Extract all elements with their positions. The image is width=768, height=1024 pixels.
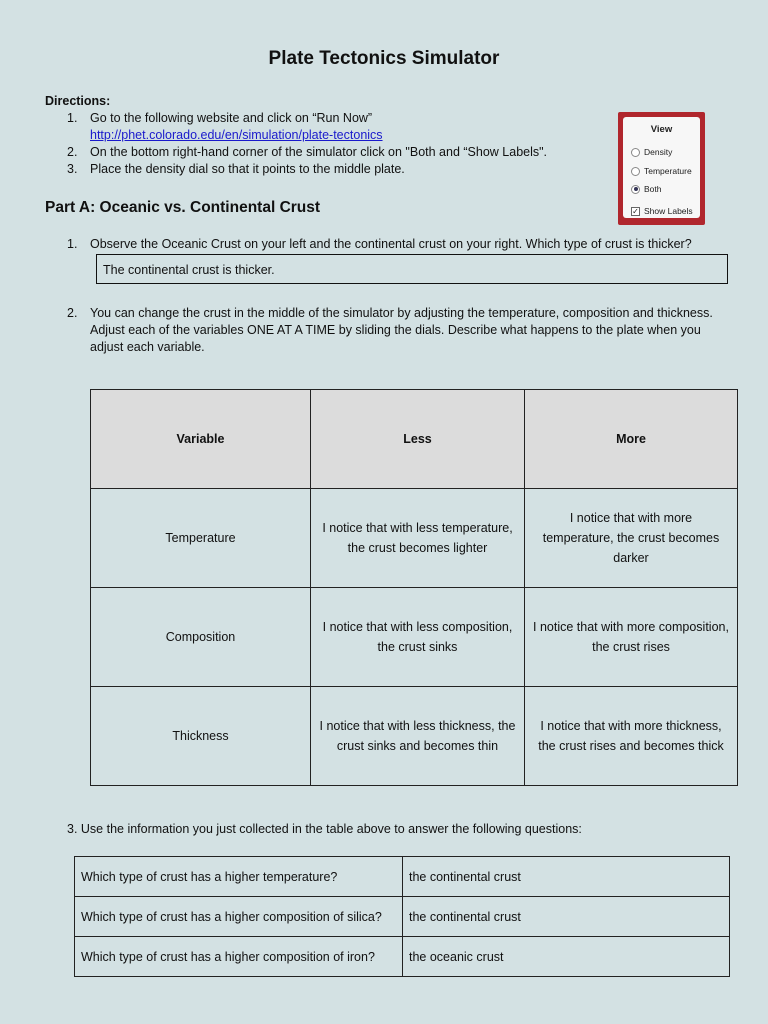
table-row [91, 489, 738, 588]
table-row [91, 687, 738, 786]
question-cell: Which type of crust has a higher composition of silica? [75, 897, 403, 937]
list-text: Place the density dial so that it points to the middle plate. [90, 162, 405, 176]
list-text: Go to the following website and click on “Run Now” [90, 111, 373, 125]
column-header: Less [311, 390, 525, 489]
table-cell: I notice that with less thickness, the crust sinks and becomes thin [311, 687, 525, 786]
variables-table [90, 389, 738, 786]
directions-list [67, 110, 547, 178]
question-text: Observe the Oceanic Crust on your left and the continental crust on your right. Which type of crust is thicker? [90, 237, 692, 251]
show-labels-checkbox[interactable] [631, 206, 693, 216]
table-cell: Temperature [91, 489, 311, 588]
question-3: 3. Use the information you just collected in the table above to answer the following questions: [67, 822, 582, 836]
question-number: 1. [67, 237, 78, 251]
list-item [67, 110, 547, 127]
view-option-temperature[interactable] [631, 166, 692, 176]
question-cell: Which type of crust has a higher composition of iron? [75, 937, 403, 977]
view-option-label: Temperature [644, 166, 692, 176]
checkmark-icon: ✓ [632, 206, 639, 216]
list-number: 2. [67, 145, 78, 159]
question-1 [67, 236, 692, 253]
page-title: Plate Tectonics Simulator [268, 48, 500, 69]
list-number: 3. [67, 162, 78, 176]
checkbox-label: Show Labels [644, 206, 693, 216]
table-cell: I notice that with more temperature, the crust becomes darker [525, 489, 738, 588]
table-cell: Composition [91, 588, 311, 687]
question-text: You can change the crust in the middle of the simulator by adjusting the temperature, composition and thickness. Adjust each of the variables ONE AT A TIME by sliding the dials. Describe what happens to the plate when you adjust each variable. [90, 306, 713, 354]
section-heading: Part A: Oceanic vs. Continental Crust [45, 199, 321, 216]
radio-selected-icon [631, 185, 640, 194]
simulation-link[interactable]: http://phet.colorado.edu/en/simulation/plate-tectonics [90, 128, 383, 142]
view-option-density[interactable] [631, 147, 672, 157]
table-row [75, 897, 730, 937]
table-cell: I notice that with less composition, the crust sinks [311, 588, 525, 687]
table-row [75, 857, 730, 897]
question-cell: Which type of crust has a higher temperature? [75, 857, 403, 897]
directions-label: Directions: [45, 94, 111, 108]
question-number: 2. [67, 306, 78, 320]
view-option-label: Density [644, 147, 673, 157]
list-item [67, 161, 547, 178]
view-panel-image [618, 112, 705, 225]
view-option-label: Both [644, 184, 662, 194]
answer-cell[interactable]: the oceanic crust [403, 937, 730, 977]
table-cell: Thickness [91, 687, 311, 786]
table-cell: I notice that with more thickness, the crust rises and becomes thick [525, 687, 738, 786]
list-number: 1. [67, 111, 78, 125]
table-row [75, 937, 730, 977]
column-header: More [525, 390, 738, 489]
table-row [91, 588, 738, 687]
view-option-both[interactable] [631, 184, 662, 194]
answer-cell[interactable]: the continental crust [403, 897, 730, 937]
radio-icon [631, 167, 640, 176]
answers-table [74, 856, 730, 977]
question-2 [67, 305, 717, 356]
list-item [67, 127, 547, 144]
view-panel-title: View [650, 124, 673, 135]
table-cell: I notice that with less temperature, the crust becomes lighter [311, 489, 525, 588]
answer-box[interactable]: The continental crust is thicker. [96, 254, 728, 284]
list-text: On the bottom right-hand corner of the simulator click on "Both and “Show Labels". [90, 145, 548, 159]
column-header: Variable [91, 390, 311, 489]
answer-cell[interactable]: the continental crust [403, 857, 730, 897]
list-number [67, 127, 90, 144]
view-panel [623, 117, 700, 218]
table-header-row [91, 390, 738, 489]
radio-icon [631, 148, 640, 157]
table-cell: I notice that with more composition, the crust rises [525, 588, 738, 687]
list-item [67, 144, 547, 161]
